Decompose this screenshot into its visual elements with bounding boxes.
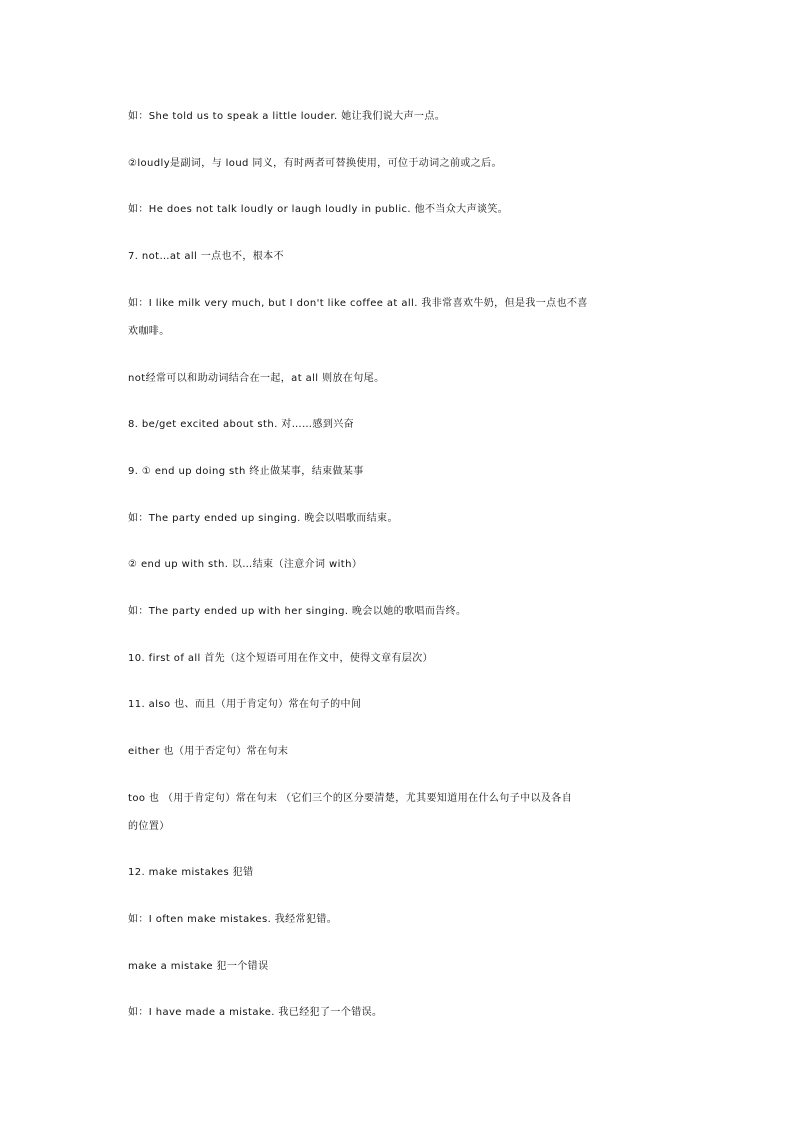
text-line: 的位置） (128, 821, 170, 832)
text-line: 如：She told us to speak a little louder. 她让我们说大声一点。 (128, 111, 446, 122)
text-line: 7. not…at all 一点也不，根本不 (128, 251, 284, 262)
text-line: 9. ① end up doing sth 终止做某事，结束做某事 (128, 466, 364, 477)
text-line: 如：I have made a mistake. 我已经犯了一个错误。 (128, 1007, 383, 1018)
text-line: 如：The party ended up with her singing. 晚会以她的歌唱而告终。 (128, 606, 467, 617)
text-line: 如：I often make mistakes. 我经常犯错。 (128, 914, 338, 925)
text-line: ② end up with sth. 以…结束（注意介词 with） (128, 559, 363, 570)
text-line: ②loudly是副词，与 loud 同义，有时两者可替换使用，可位于动词之前或之后。 (128, 158, 502, 169)
text-line: 8. be/get excited about sth. 对……感到兴奋 (128, 419, 355, 430)
text-line: 如：He does not talk loudly or laugh loudly in public. 他不当众大声谈笑。 (128, 204, 509, 215)
text-line: 12. make mistakes 犯错 (128, 867, 254, 878)
text-line: 如：The party ended up singing. 晚会以唱歌而结束。 (128, 513, 398, 524)
text-line: 如：I like milk very much, but I don't like coffee at all. 我非常喜欢牛奶，但是我一点也不喜 (128, 298, 588, 309)
text-line: 欢咖啡。 (128, 326, 170, 337)
text-line: 11. also 也、而且（用于肯定句）常在句子的中间 (128, 699, 362, 710)
text-line: not经常可以和助动词结合在一起，at all 则放在句尾。 (128, 373, 385, 384)
text-line: too 也 （用于肯定句）常在句末 （它们三个的区分要清楚，尤其要知道用在什么句子中以及各自 (128, 793, 573, 804)
text-line: either 也（用于否定句）常在句末 (128, 746, 289, 757)
text-line: make a mistake 犯一个错误 (128, 961, 269, 972)
text-line: 10. first of all 首先（这个短语可用在作文中，使得文章有层次） (128, 653, 434, 664)
